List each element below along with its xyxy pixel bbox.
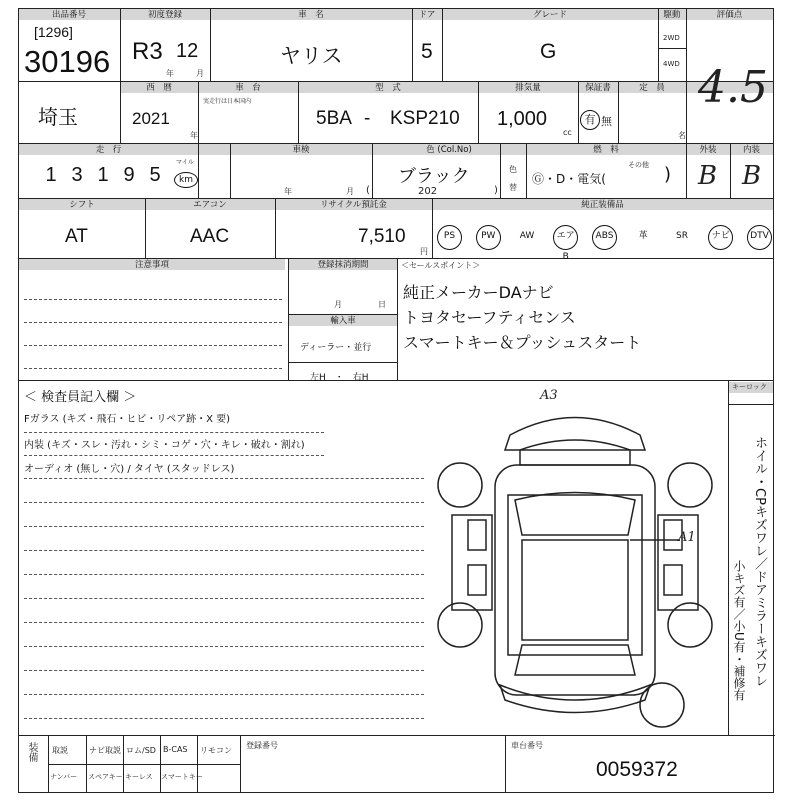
insp-month: 月 (346, 187, 354, 196)
mileage-header: 走 行 (95, 145, 122, 155)
grade-header: グレード (532, 10, 567, 20)
yen-unit: 円 (420, 247, 428, 256)
equipment-aw: AW (519, 231, 535, 241)
interior-header: 内装 (742, 145, 760, 155)
recycle-value: 7,510 (358, 226, 406, 247)
score-value: 4.5 (698, 62, 768, 113)
year-unit: 年 (166, 69, 174, 78)
mileage-digit: 1 (45, 164, 57, 186)
color-paren-open: ( (366, 185, 370, 196)
bottom-item: スマートキー (161, 773, 203, 781)
warranty-header: 保証書 (585, 83, 611, 93)
color-change-bot: 替 (509, 183, 517, 192)
equipment-dtv: DTV (747, 225, 772, 250)
drive-header: 駆動 (663, 10, 681, 20)
seirekei-header: 西 暦 (146, 83, 172, 93)
shift-header: シフト (69, 200, 95, 210)
color-no: 202 (418, 186, 438, 197)
score-header: 評価点 (716, 10, 743, 20)
equipment-header: 純正装備品 (581, 200, 624, 210)
rental-month: 月 (334, 300, 342, 309)
color-change-top: 色 (509, 165, 517, 174)
reg-no-header: 登録番号 (246, 741, 278, 750)
inspection-header: 車検 (292, 145, 310, 155)
month-unit: 月 (196, 69, 204, 78)
fuel-close: ) (664, 164, 672, 185)
sales-point-3: スマートキー＆プッシュスタート (403, 333, 642, 352)
warranty-yes: 有 (580, 110, 600, 130)
mileage-digit: 5 (149, 164, 161, 186)
color-paren-close: ) (494, 185, 498, 196)
warranty-no: 無 (601, 115, 612, 128)
keylock-header: キーロック (732, 383, 767, 391)
insp-year: 年 (284, 187, 292, 196)
bottom-label: 装備 (26, 742, 37, 762)
bottom-item: リモコン (200, 746, 232, 755)
equipment-list (437, 225, 772, 262)
year-value: 2021 (132, 109, 170, 128)
model-dash: - (364, 108, 371, 129)
first-reg-month: 12 (176, 40, 199, 62)
chassis-note: 実走行は日本国内 (203, 98, 252, 105)
equipment-pw: PW (476, 225, 501, 250)
lot-small: [1296] (34, 24, 73, 40)
doors-header: ドア (418, 10, 436, 20)
equipment-airbag: エアB (553, 225, 578, 250)
color-value: ブラック (398, 166, 470, 186)
ac-header: エアコン (193, 200, 227, 210)
year-small: 年 (190, 131, 198, 140)
inspector-line-1: Fガラス (キズ・飛石・ヒビ・リペア跡・X 要) (24, 414, 231, 425)
bottom-item: 取説 (52, 746, 68, 755)
frame-no-header: 車台番号 (511, 741, 543, 750)
recycle-header: リサイクル預託金 (320, 200, 387, 210)
model-header: 型 式 (375, 83, 401, 93)
fuel-header: 燃 料 (593, 145, 619, 155)
mileage-digit: 1 (97, 164, 109, 186)
capacity-header: 定 員 (639, 83, 665, 93)
grade-value: G (540, 40, 557, 63)
bottom-item: ロム/SD (126, 746, 156, 755)
rental-day: 日 (378, 300, 386, 309)
first-reg-era: R3 (132, 38, 163, 65)
prefecture: 埼玉 (38, 107, 78, 129)
vertical-note-1: ホイル・CPキズワレ／ドアミラーキズワレ (752, 436, 767, 687)
first-reg-header: 初度登録 (147, 10, 182, 20)
equipment-sr: SR (676, 231, 688, 241)
exterior-value: B (698, 161, 718, 191)
equipment-abs: ABS (592, 225, 617, 250)
car-name-header: 車 名 (298, 10, 324, 20)
mark-a1: A1 (678, 530, 696, 545)
model-prefix: 5BA (316, 108, 352, 129)
mileage-unit: km (174, 172, 198, 188)
shift-value: AT (65, 226, 88, 247)
vertical-note-2: 小キズ有／小U有・補修有 (732, 560, 746, 701)
mileage-miles: マイル (176, 159, 194, 166)
capacity-unit: 名 (678, 131, 686, 140)
equipment-navi: ナビ (708, 225, 733, 250)
equipment-ps: PS (437, 225, 462, 250)
sales-point-2: トヨタセーフティセンス (403, 308, 576, 327)
mileage-digit: 3 (71, 164, 83, 186)
bottom-item: ナンバー (50, 773, 78, 781)
exterior-header: 外装 (699, 145, 717, 155)
bottom-item: B-CAS (163, 745, 188, 754)
handle-side: 左H ・ 右H (310, 373, 369, 383)
import-type: ディーラー・並行 (300, 343, 372, 353)
color-header: 色 (Col.No) (426, 145, 472, 155)
interior-value: B (742, 161, 762, 191)
sales-points-header: ＜セールスポイント＞ (401, 261, 481, 270)
fuel-other: その他 (628, 161, 649, 169)
model-code: KSP210 (390, 108, 460, 129)
inspector-line-2: 内装 (キズ・スレ・汚れ・シミ・コゲ・穴・キレ・破れ・割れ) (24, 440, 305, 451)
lot-header: 出品番号 (51, 10, 86, 20)
mileage-digits (38, 164, 168, 187)
lot-number: 30196 (24, 44, 111, 79)
bottom-item: ナビ取説 (89, 746, 121, 755)
inspector-header: ＜ 検査員記入欄 ＞ (24, 390, 137, 405)
ac-value: AAC (190, 226, 230, 247)
sales-point-1: 純正メーカーDAナビ (403, 283, 554, 302)
doors-value: 5 (421, 40, 433, 63)
chassis-header: 車 台 (235, 83, 261, 93)
notes-header: 注意事項 (134, 260, 169, 270)
drive-4wd: 4WD (663, 60, 680, 68)
equipment-leather: 革 (638, 231, 648, 241)
bottom-item: スペアキー (88, 773, 123, 781)
bottom-item: キーレス (125, 773, 153, 781)
import-header: 輸入車 (330, 316, 356, 326)
cc-unit: cc (563, 128, 572, 137)
car-name: ヤリス (280, 45, 343, 68)
mileage-digit: 9 (123, 164, 135, 186)
frame-number: 0059372 (596, 758, 678, 781)
displacement-header: 排気量 (515, 83, 541, 93)
inspector-line-3: オーディオ (無し・穴) / タイヤ (スタッドレス) (24, 464, 235, 475)
mark-a3: A3 (540, 388, 558, 403)
drive-2wd: 2WD (663, 34, 680, 42)
fuel-value: Ⓖ・D・電気( (532, 172, 606, 186)
car-diagram (430, 395, 720, 735)
displacement-value: 1,000 (497, 108, 548, 130)
rental-header: 登録抹消期間 (317, 260, 369, 270)
